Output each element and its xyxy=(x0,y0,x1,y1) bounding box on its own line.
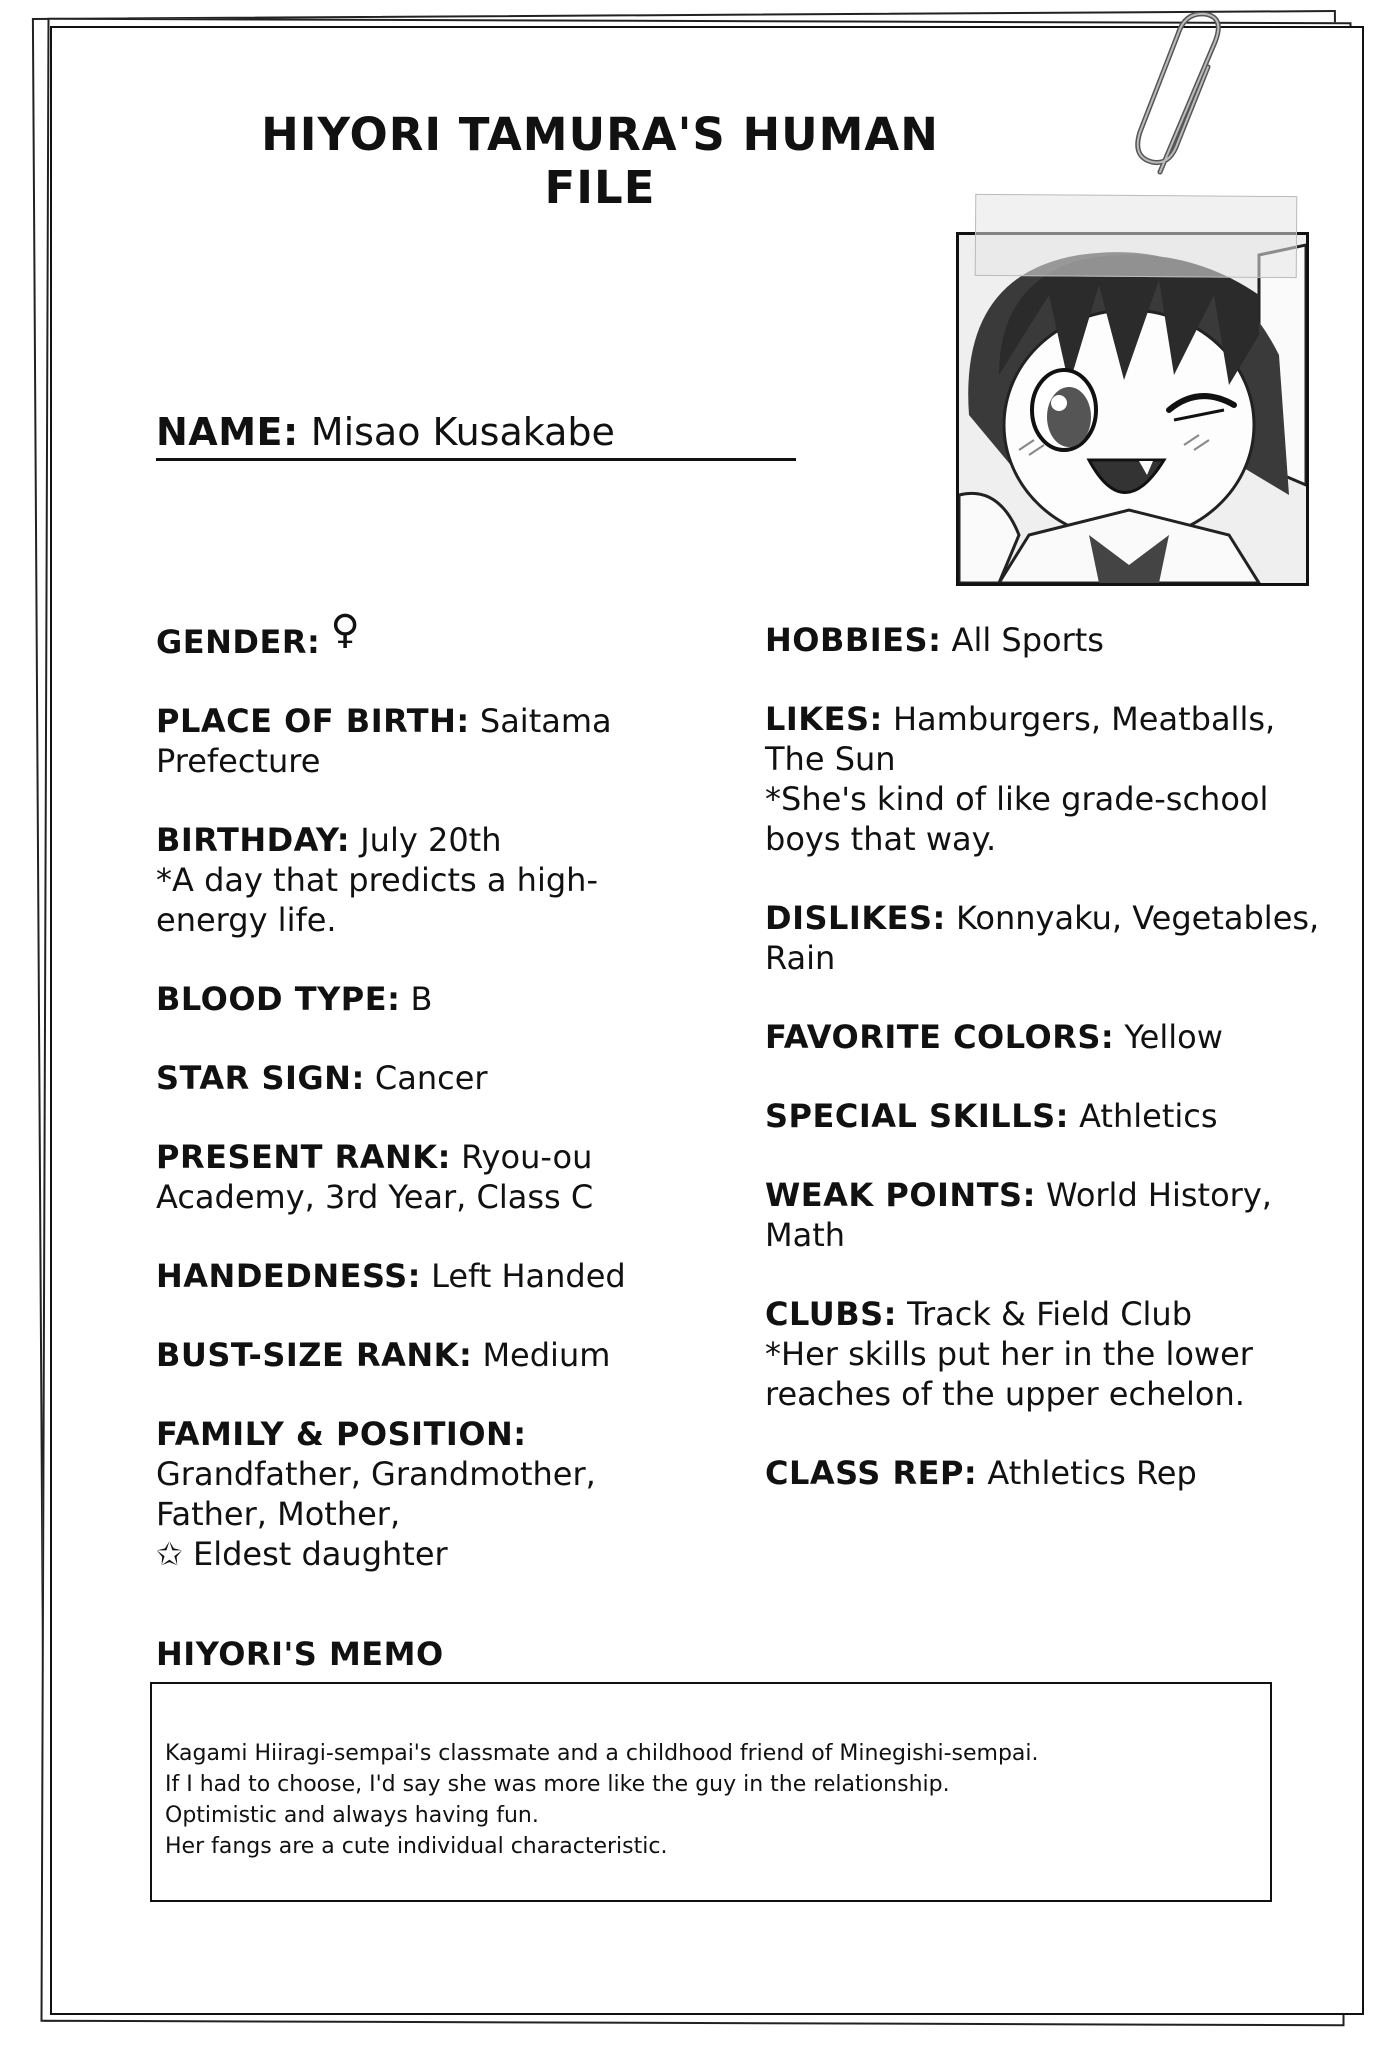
profile-entry-bust-size-rank xyxy=(156,1335,676,1375)
page-title: HIYORI TAMURA'S HUMAN FILE xyxy=(261,108,939,214)
left-column xyxy=(156,607,676,1613)
entry-value: B xyxy=(410,980,433,1018)
name-field xyxy=(156,410,796,461)
entry-label: CLUBS: xyxy=(765,1295,897,1333)
profile-entry-family-position xyxy=(156,1414,676,1574)
entry-value: Konnyaku, Vegetables, Rain xyxy=(765,899,1320,977)
entry-label: WEAK POINTS: xyxy=(765,1176,1036,1214)
entry-value: Ryou-ou Academy, 3rd Year, Class C xyxy=(156,1138,594,1216)
paperclip-icon xyxy=(1120,12,1230,182)
entry-value: Track & Field Club xyxy=(907,1295,1193,1333)
profile-entry-clubs xyxy=(765,1294,1325,1414)
entry-label: FAMILY & POSITION: xyxy=(156,1415,527,1453)
portrait-illustration xyxy=(959,235,1306,583)
entry-note: *She's kind of like grade-school boys that way. xyxy=(765,780,1269,858)
entry-label: PLACE OF BIRTH: xyxy=(156,702,470,740)
entry-value: Yellow xyxy=(1124,1018,1223,1056)
entry-note: ✩ Eldest daughter xyxy=(156,1535,448,1573)
profile-entry-likes xyxy=(765,699,1325,859)
entry-value: July 20th xyxy=(360,821,502,859)
profile-entry-present-rank xyxy=(156,1137,676,1217)
entry-value: All Sports xyxy=(951,621,1104,659)
profile-entry-favorite-colors xyxy=(765,1017,1325,1057)
entry-label: GENDER: xyxy=(156,623,321,661)
entry-value: Hamburgers, Meatballs, The Sun xyxy=(765,700,1276,778)
entry-value: Saitama Prefecture xyxy=(156,702,612,780)
profile-entry-weak-points xyxy=(765,1175,1325,1255)
memo-line: Optimistic and always having fun. xyxy=(165,1803,539,1828)
profile-entry-hobbies xyxy=(765,620,1325,660)
entry-label: SPECIAL SKILLS: xyxy=(765,1097,1069,1135)
profile-entry-place-of-birth xyxy=(156,701,676,781)
profile-entry-star-sign xyxy=(156,1058,676,1098)
profile-entry-dislikes xyxy=(765,898,1325,978)
right-column xyxy=(765,620,1325,1532)
profile-entry-gender xyxy=(156,607,676,662)
entry-value: Athletics Rep xyxy=(987,1454,1197,1492)
profile-entry-birthday xyxy=(156,820,676,940)
name-label: NAME: xyxy=(156,410,299,454)
entry-label: CLASS REP: xyxy=(765,1454,978,1492)
name-value: Misao Kusakabe xyxy=(310,410,615,454)
tape-strip xyxy=(975,194,1298,278)
female-symbol-icon: ♀ xyxy=(330,607,360,653)
entry-value: Cancer xyxy=(374,1059,488,1097)
memo-line: If I had to choose, I'd say she was more like the guy in the relationship. xyxy=(165,1772,950,1797)
profile-entry-blood-type xyxy=(156,979,676,1019)
memo-line: Her fangs are a cute individual characteristic. xyxy=(165,1834,668,1859)
profile-entry-class-rep xyxy=(765,1453,1325,1493)
entry-label: BIRTHDAY: xyxy=(156,821,351,859)
entry-value: Left Handed xyxy=(431,1257,626,1295)
entry-note: *Her skills put her in the lower reaches of the upper echelon. xyxy=(765,1335,1253,1413)
entry-value: Medium xyxy=(482,1336,611,1374)
entry-value: Athletics xyxy=(1079,1097,1218,1135)
entry-label: LIKES: xyxy=(765,700,883,738)
entry-value: World History, Math xyxy=(765,1176,1272,1254)
entry-label: HANDEDNESS: xyxy=(156,1257,421,1295)
entry-label: DISLIKES: xyxy=(765,899,946,937)
entry-label: FAVORITE COLORS: xyxy=(765,1018,1115,1056)
character-portrait xyxy=(956,232,1309,586)
memo-text xyxy=(165,1738,1255,1862)
entry-note: *A day that predicts a high-energy life. xyxy=(156,861,598,939)
profile-entry-handedness xyxy=(156,1256,676,1296)
memo-heading: HIYORI'S MEMO xyxy=(156,1635,444,1673)
entry-label: HOBBIES: xyxy=(765,621,942,659)
entry-label: BLOOD TYPE: xyxy=(156,980,401,1018)
memo-line: Kagami Hiiragi-sempai's classmate and a childhood friend of Minegishi-sempai. xyxy=(165,1741,1039,1766)
profile-entry-special-skills xyxy=(765,1096,1325,1136)
entry-label: PRESENT RANK: xyxy=(156,1138,451,1176)
entry-value: Grandfather, Grandmother, Father, Mother, xyxy=(156,1455,596,1533)
entry-label: STAR SIGN: xyxy=(156,1059,365,1097)
entry-label: BUST-SIZE RANK: xyxy=(156,1336,473,1374)
